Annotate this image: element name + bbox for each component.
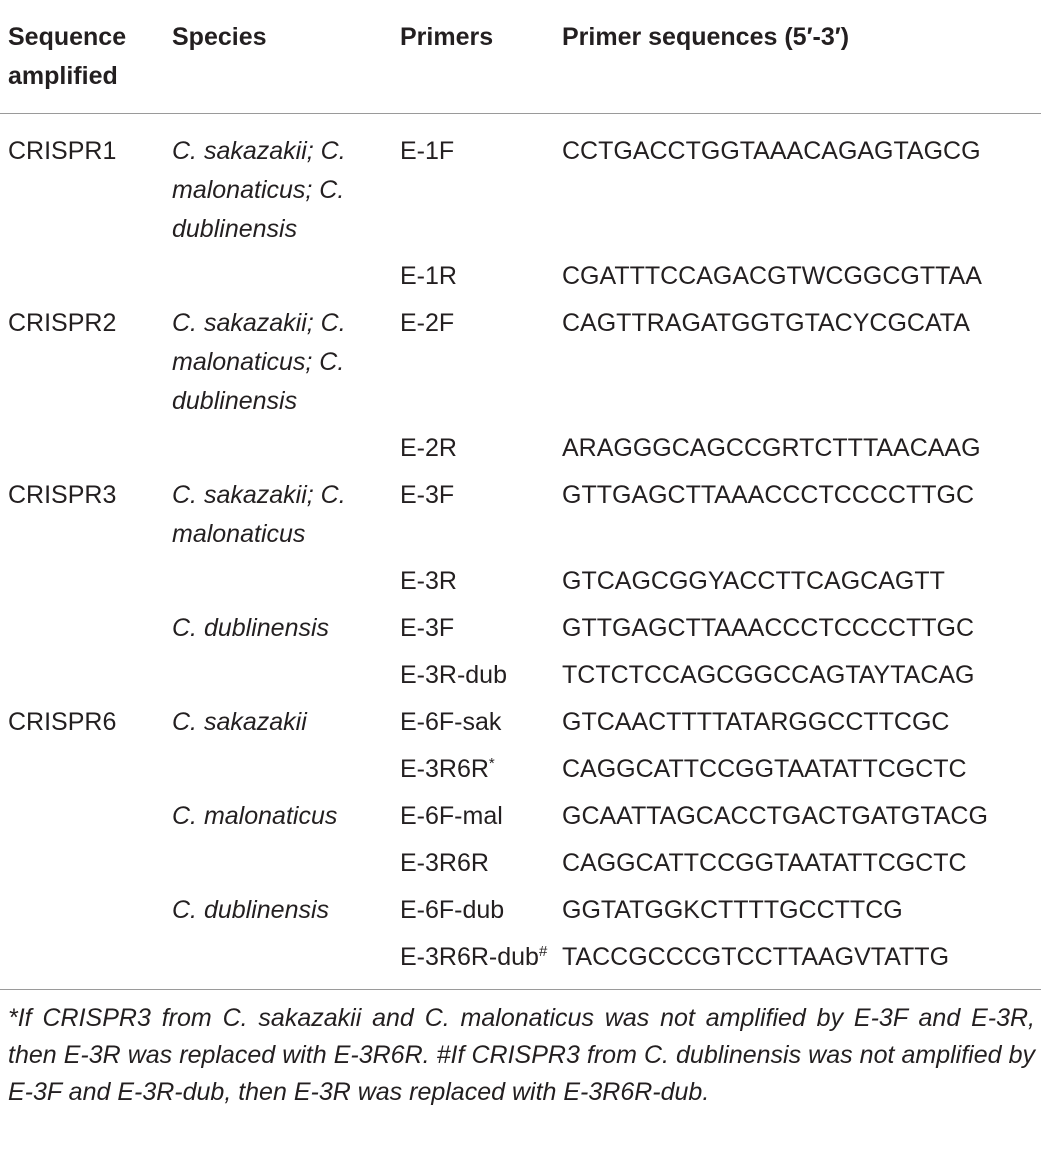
table-body (0, 114, 1041, 990)
cell-primer-sequence: GCAATTAGCACCTGACTGATGTACG (562, 802, 988, 830)
cell-sequence-amplified (0, 750, 164, 797)
cell-primer (392, 476, 560, 562)
cell-primer (392, 891, 560, 938)
cell-species (164, 257, 392, 304)
table-row (0, 938, 1041, 990)
cell-primer (392, 656, 560, 703)
primer-table (0, 18, 1041, 990)
cell-species (164, 562, 392, 609)
cell-species (164, 938, 392, 990)
table-row (0, 797, 1041, 844)
cell-sequence-amplified (0, 844, 164, 891)
cell-species (164, 844, 392, 891)
primer-name: E-3R6R (400, 849, 489, 877)
primer-name: E-1R (400, 262, 457, 290)
footnote-marker: * (488, 755, 495, 772)
primer-name: E-1F (400, 137, 455, 165)
table-row (0, 703, 1041, 750)
cell-primer-sequence: GTTGAGCTTAAACCCTCCCCTTGC (562, 481, 975, 509)
primer-name: E-3F (400, 614, 455, 642)
table-row (0, 562, 1041, 609)
cell-species: C. sakazakii; C. malonaticus (172, 481, 346, 548)
header-row (0, 18, 1041, 114)
cell-sequence-amplified (0, 429, 164, 476)
cell-species: C. dublinensis (172, 614, 330, 642)
cell-sequence-amplified: CRISPR3 (8, 481, 117, 509)
cell-primer (392, 797, 560, 844)
cell-sequence-amplified: CRISPR1 (8, 137, 117, 165)
table-row (0, 114, 1041, 258)
cell-primer-sequence: TCTCTCCAGCGGCCAGTAYTACAG (562, 661, 975, 689)
cell-primer-sequence: TACCGCCCGTCCTTAAGVTATTG (562, 943, 950, 971)
table-row (0, 656, 1041, 703)
cell-primer (392, 562, 560, 609)
cell-sequence-amplified (0, 938, 164, 990)
cell-species: C. sakazakii; C. malonaticus; C. dublinensis (172, 137, 346, 243)
cell-sequence-amplified: CRISPR2 (8, 309, 117, 337)
cell-primer (392, 257, 560, 304)
cell-species: C. malonaticus (172, 802, 338, 830)
cell-primer-sequence: CGATTTCCAGACGTWCGGCGTTAA (562, 262, 982, 290)
table-header (0, 18, 1041, 114)
cell-species: C. sakazakii (172, 708, 307, 736)
cell-species: C. sakazakii; C. malonaticus; C. dublinensis (172, 309, 346, 415)
cell-primer-sequence: CCTGACCTGGTAAACAGAGTAGCG (562, 137, 981, 165)
cell-primer (392, 703, 560, 750)
table-row (0, 429, 1041, 476)
header-primers: Primers (400, 23, 494, 51)
header-primer-sequences: Primer sequences (5′-3′) (562, 23, 850, 51)
header-species: Species (172, 23, 267, 51)
cell-primer (392, 938, 560, 990)
cell-primer-sequence: GGTATGGKCTTTTGCCTTCG (562, 896, 903, 924)
primer-name: E-3F (400, 481, 455, 509)
table-row (0, 750, 1041, 797)
cell-primer (392, 609, 560, 656)
cell-primer (392, 304, 560, 429)
footnote-marker: # (538, 943, 548, 960)
table-footnote: *If CRISPR3 from C. sakazakii and C. malonaticus was not amplified by E-3F and E-3R, then E-3R was replaced with E-3R6R. #If CRISPR3 from C. dublinensis was not amplified by E-3F and E-3R-dub, then E-3R was replaced with E-3R6R-dub. (8, 1004, 1035, 1106)
cell-primer-sequence: CAGTTRAGATGGTGTACYCGCATA (562, 309, 970, 337)
cell-primer (392, 114, 560, 258)
cell-primer-sequence: GTCAGCGGYACCTTCAGCAGTT (562, 567, 945, 595)
primer-name: E-6F-sak (400, 708, 502, 736)
primer-name: E-3R (400, 567, 457, 595)
table-row (0, 609, 1041, 656)
cell-primer-sequence: ARAGGGCAGCCGRTCTTTAACAAG (562, 434, 981, 462)
cell-sequence-amplified (0, 797, 164, 844)
cell-species (164, 750, 392, 797)
cell-sequence-amplified (0, 257, 164, 304)
cell-primer-sequence: CAGGCATTCCGGTAATATTCGCTC (562, 755, 967, 783)
header-sequence-amplified: Sequence amplified (8, 23, 127, 90)
cell-primer-sequence: CAGGCATTCCGGTAATATTCGCTC (562, 849, 967, 877)
cell-primer-sequence: GTTGAGCTTAAACCCTCCCCTTGC (562, 614, 975, 642)
cell-species: C. dublinensis (172, 896, 330, 924)
table-row (0, 476, 1041, 562)
cell-sequence-amplified (0, 891, 164, 938)
cell-sequence-amplified (0, 656, 164, 703)
table-row (0, 304, 1041, 429)
cell-primer (392, 429, 560, 476)
cell-species (164, 656, 392, 703)
primer-name: E-3R6R-dub (400, 943, 539, 971)
primer-name: E-6F-mal (400, 802, 503, 830)
cell-primer-sequence: GTCAACTTTTATARGGCCTTCGC (562, 708, 950, 736)
cell-primer (392, 844, 560, 891)
primer-name: E-3R-dub (400, 661, 507, 689)
primer-name: E-2R (400, 434, 457, 462)
primer-name: E-6F-dub (400, 896, 505, 924)
table-row (0, 844, 1041, 891)
primer-name: E-2F (400, 309, 455, 337)
table-row (0, 891, 1041, 938)
table-row (0, 257, 1041, 304)
cell-sequence-amplified (0, 609, 164, 656)
cell-primer (392, 750, 560, 797)
cell-sequence-amplified: CRISPR6 (8, 708, 117, 736)
cell-sequence-amplified (0, 562, 164, 609)
cell-species (164, 429, 392, 476)
primer-name: E-3R6R (400, 755, 489, 783)
